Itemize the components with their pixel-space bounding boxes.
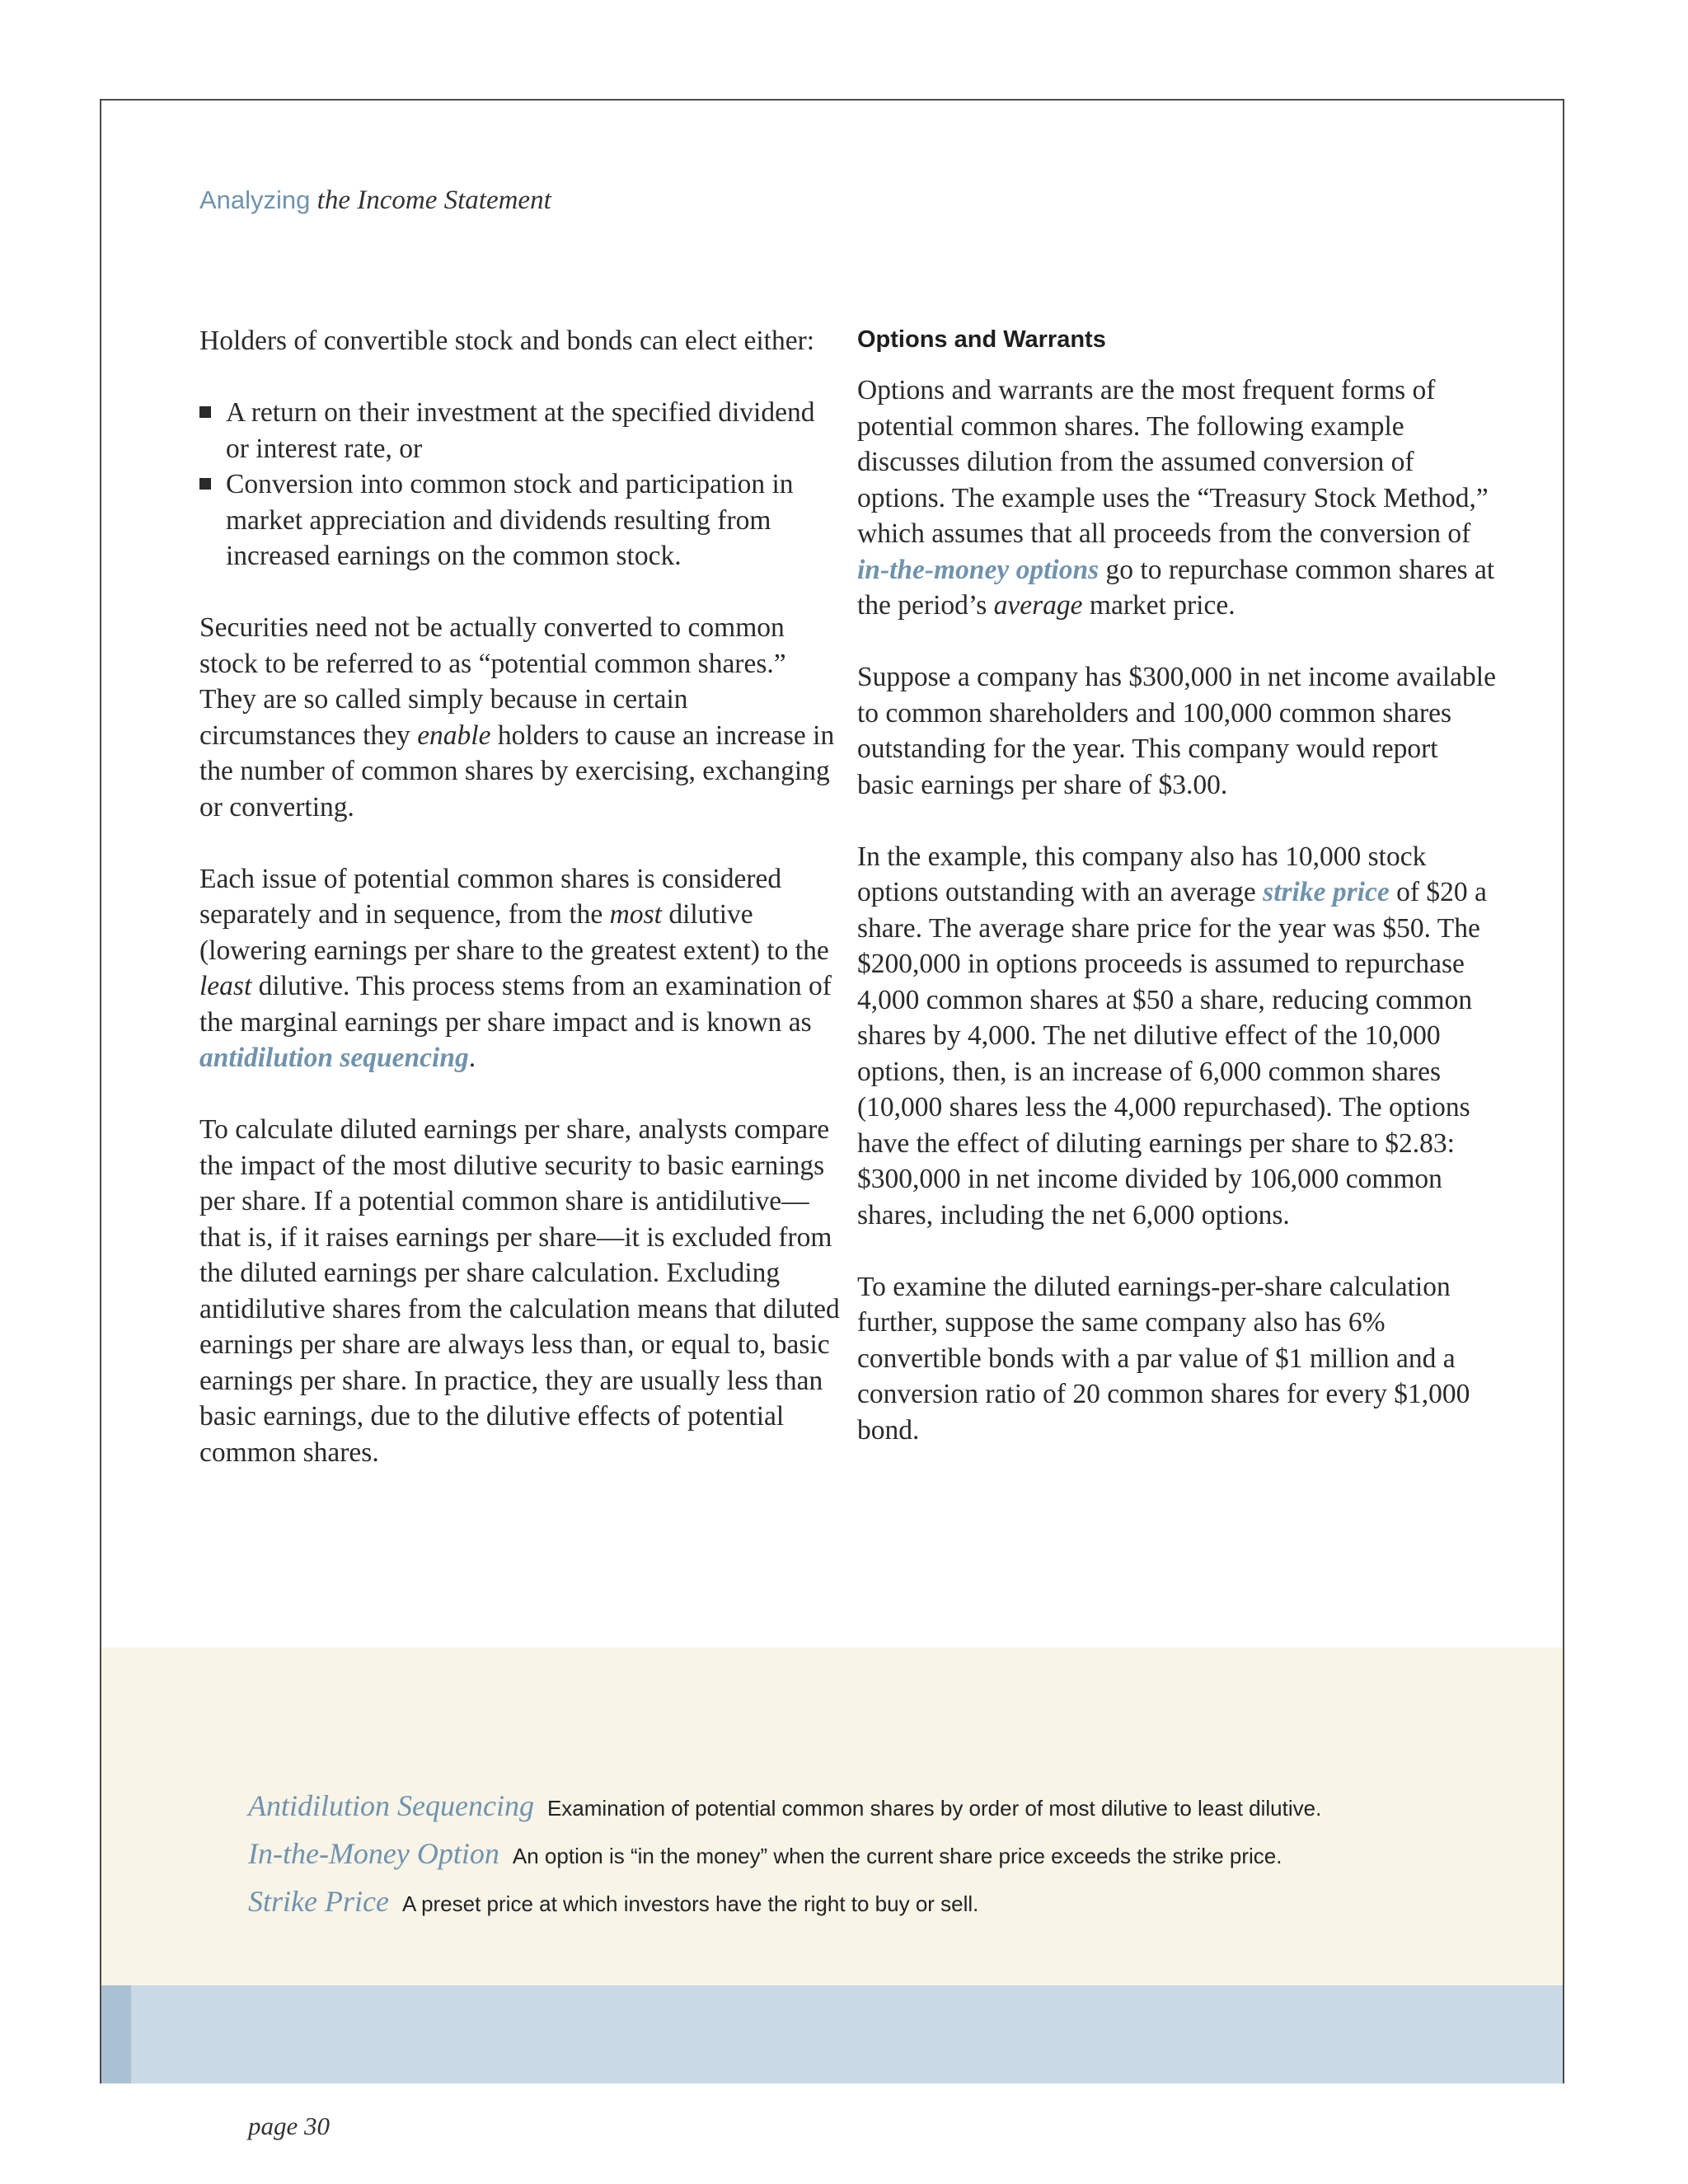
glossary-term: Strike Price — [248, 1885, 389, 1918]
header-section-title: the Income Statement — [316, 185, 551, 215]
potential-shares-paragraph — [199, 610, 842, 825]
glossary — [248, 1788, 1321, 1932]
glossary-entry — [248, 1836, 1321, 1884]
bullet-item: A return on their investment at the specified dividend or interest rate, or — [199, 395, 842, 466]
bullet-item: Conversion into common stock and participation in market appreciation and dividends resulting from increased earnings on the common stock. — [199, 466, 842, 574]
page-frame — [100, 99, 1564, 2140]
header-section-label: Analyzing — [199, 185, 311, 214]
text-run: Securities need not be actually converted to common stock to be referred to as “potential common shares.” They are so called simply because in certain circumstances they — [199, 612, 786, 751]
glossary-term: Antidilution Sequencing — [248, 1789, 534, 1822]
text-run: Options and warrants are the most frequent forms of potential common shares. The following example discusses dilution from the assumed conversion of options. The example uses the “Treasury Stock Method,” which assumes that all proceeds from the conversion of — [857, 375, 1489, 549]
text-run: go to repurchase common shares at the period’s — [857, 554, 1495, 621]
text-run: In the example, this company also has 10,000 stock options outstanding with an average — [857, 841, 1427, 907]
emphasis-most: most — [609, 899, 662, 930]
text-run: Each issue of potential common shares is considered separately and in sequence, from the — [199, 863, 782, 930]
text-run: of $20 a share. The average share price for the year was $50. The $200,000 in options proceeds is assumed to repurchase 4,000 common shares at $50 a share, reducing common shares by 4,000. The net dilutive effect of the 10,000 options, then, is an increase of 6,000 common shares (10,000 shares less the 4,000 repurchased). The options have the effect of diluting earnings per share to $2.83: $300,000 in net income divided by 106,000 common shares, including the net 6,000 options. — [857, 877, 1487, 1230]
convertible-bonds-paragraph: To examine the diluted earnings-per-share calculation further, suppose the same company also has 6% convertible bonds with a par value of $1 million and a conversion ratio of 20 common shares for every $1,000 bond. — [857, 1271, 1470, 1446]
options-example-paragraph — [857, 839, 1500, 1234]
footer-band — [101, 1985, 1563, 2083]
right-column — [857, 323, 1500, 1484]
glossary-entry — [248, 1884, 1321, 1932]
bullet-list — [199, 395, 842, 574]
glossary-definition: A preset price at which investors have the right to buy or sell. — [401, 1891, 979, 1916]
text-run: . — [468, 1043, 476, 1073]
term-in-the-money-options[interactable]: in-the-money options — [857, 554, 1100, 585]
term-strike-price[interactable]: strike price — [1263, 877, 1390, 907]
glossary-entry — [248, 1788, 1321, 1836]
emphasis-least: least — [199, 971, 252, 1001]
sequencing-paragraph — [199, 861, 842, 1076]
emphasis-enable: enable — [417, 719, 491, 751]
section-heading: Options and Warrants — [857, 326, 1106, 353]
glossary-definition: An option is “in the money” when the current share price exceeds the strike price. — [512, 1844, 1282, 1868]
intro-paragraph: Holders of convertible stock and bonds can elect either: — [199, 326, 815, 356]
glossary-definition: Examination of potential common shares by order of most dilutive to least dilutive. — [546, 1796, 1322, 1821]
diluted-eps-paragraph: To calculate diluted earnings per share, analysts compare the impact of the most dilutive security to basic earnings per share. If a potential common share is antidilutive—that is, if it raises earnings per share—it is excluded from the diluted earnings per share calculation. Excluding antidilutive shares from the calculation means that diluted earnings per share are always less than, or equal to, basic earnings per share. In practice, they are usually less than basic earnings, due to the dilutive effects of potential common shares. — [199, 1114, 840, 1468]
text-run: holders to cause an increase in the number of common shares by exercising, exchanging or converting. — [199, 719, 835, 823]
page-number: page 30 — [248, 2111, 331, 2140]
glossary-term: In-the-Money Option — [248, 1837, 499, 1870]
text-run: dilutive. This process stems from an examination of the marginal earnings per share impact and is known as — [199, 971, 832, 1038]
running-header — [199, 185, 551, 216]
footer-accent-bar — [101, 1985, 131, 2083]
left-column — [199, 323, 842, 1507]
term-antidilution-sequencing[interactable]: antidilution sequencing — [199, 1043, 469, 1073]
text-run: market price. — [1082, 590, 1236, 621]
emphasis-average: average — [993, 590, 1083, 621]
basic-eps-example-paragraph: Suppose a company has $300,000 in net income available to common shareholders and 100,000 common shares outstanding for the year. This company would report basic earnings per share of $3.00. — [857, 662, 1496, 800]
options-intro-paragraph — [857, 373, 1500, 624]
text-run: dilutive (lowering earnings per share to the greatest extent) to the — [199, 899, 829, 966]
